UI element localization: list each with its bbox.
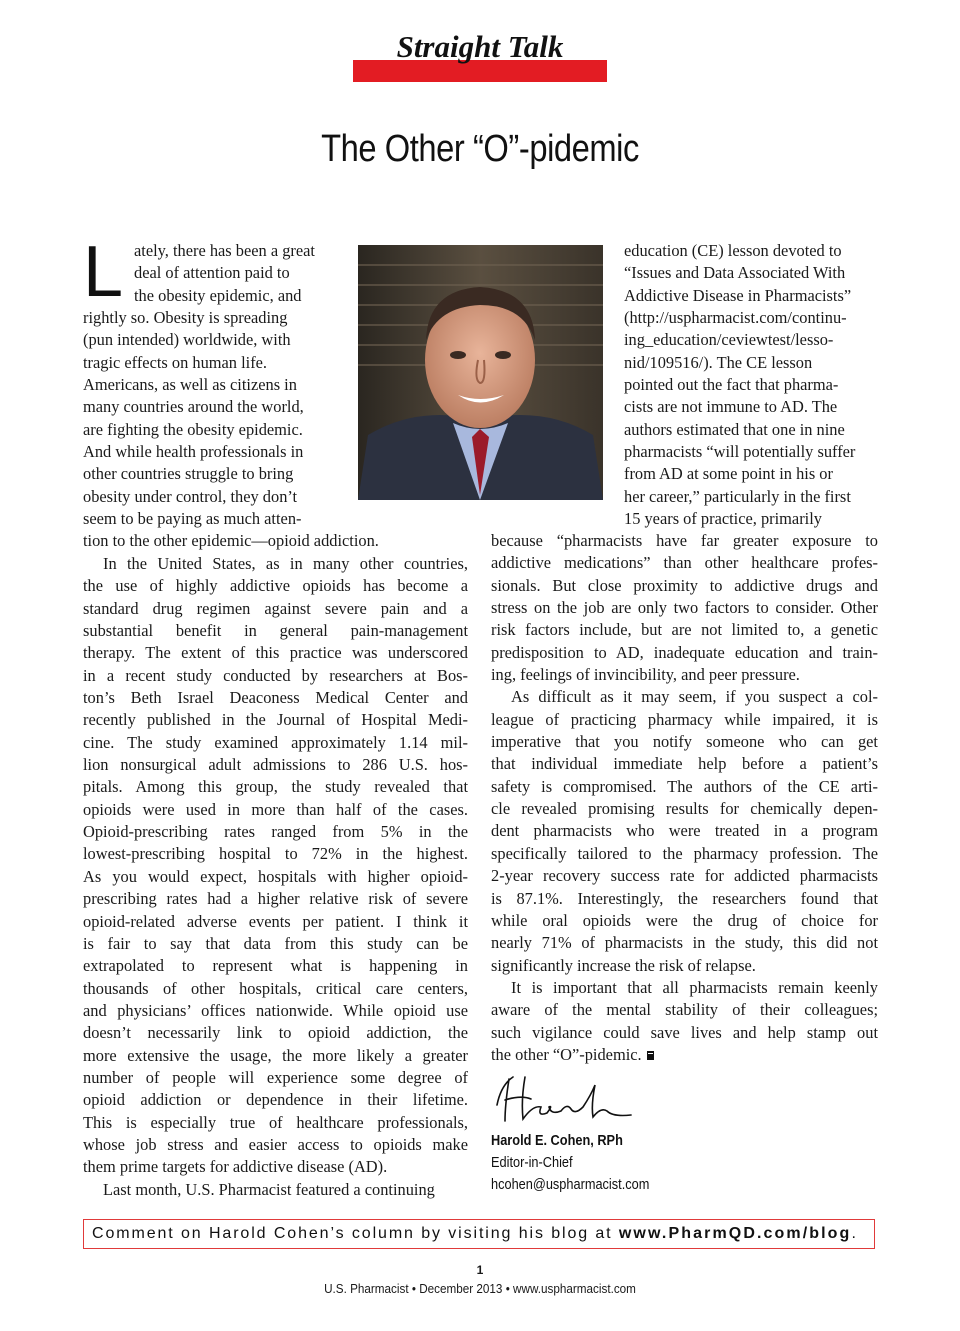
text-line: nearly 71% of pharmacists in the study, this did not [491,933,878,953]
text-line: other countries struggle to bring [83,464,294,484]
text-line: more extensive the usage, the more likely a greater [83,1045,468,1065]
text-line: obesity under control, they don’t [83,486,298,506]
text-line: pharmacists “will potentially suffer [624,442,856,462]
text-line: seem to be paying as much atten- [83,509,302,529]
text-line: tragic effects on human life. [83,352,268,372]
text-line: thousands of other hospitals, critical care centers, [83,978,468,998]
text-line: cle revealed promising results for chemically depen- [491,799,878,819]
text-line: because “pharmacists have far greater exposure to [491,531,878,550]
text-line: substantial benefit in general pain-management [83,621,468,641]
text-line: cine. The study examined approximately 1.14 mil- [83,732,468,752]
text-line: opioid-related adverse events per patient. I think it [83,911,468,931]
text-line: pointed out the fact that pharma- [624,375,839,395]
handwritten-signature [491,1065,636,1130]
comment-text [84,1225,858,1243]
text-line: predisposition to AD, inadequate education and train- [491,642,878,662]
text-line: her career,” particularly in the first [624,486,851,506]
author-role: Editor-in-Chief [491,1155,573,1171]
text-line: It is important that all pharmacists remain keenly [511,977,878,997]
text-line: In the United States, as in many other countries, [103,554,468,573]
author-email[interactable]: hcohen@uspharmacist.com [491,1177,650,1193]
text-line: Last month, U.S. Pharmacist featured a continuing [103,1179,435,1199]
text-line: deal of attention paid to [134,263,290,283]
text-line: addictive medications” than other healthcare profes- [491,553,878,573]
text-line: dent pharmacists who were treated in a program [491,821,878,841]
text-line: This is especially true of healthcare professionals, [83,1112,468,1132]
text-line: specifically tailored to the pharmacy profession. The [491,843,878,863]
left-column-body [83,553,468,1201]
text-line: ing, feelings of invincibility, and peer pressure. [491,665,800,685]
text-line: league of practicing pharmacy while impaired, it is [491,709,878,729]
kicker-label: Straight Talk [396,29,564,64]
text-line: Addictive Disease in Pharmacists” [624,285,852,305]
text-line: And while health professionals in [83,442,304,462]
text-line: tion to the other epidemic—opioid addiction. [83,531,379,551]
text-line: number of people will experience some degree of [83,1067,468,1087]
text-line: cists are not immune to AD. The [624,397,838,417]
text-line: many countries around the world, [83,397,304,417]
text-line: is fair to say that data from this study can be [83,933,468,953]
right-column-intro [624,240,880,530]
text-line: therapy. The extent of this practice was underscored [83,643,468,663]
text-line: nid/109516/). The CE lesson [624,352,813,372]
comment-end: . [851,1225,858,1242]
comment-lead: Comment on Harold Cohen’s column by visiting his blog at [92,1225,619,1242]
text-line: opioids were used in more than half of the cases. [83,799,468,819]
text-line: prescribing rates had a higher relative risk of severe [83,889,468,909]
text-line: As difficult as it may seem, if you suspect a col- [511,687,878,707]
text-line: and physicians’ offices nationwide. While opioid use [83,1000,468,1020]
author-photo [358,245,603,500]
text-line: lion nonsurgical adult admissions to 286 U.S. hos- [83,755,468,775]
author-name: Harold E. Cohen, RPh [491,1133,623,1149]
text-line: stress on the job are only two factors to consider. Other [491,598,878,618]
text-line: the obesity epidemic, and [134,285,302,305]
text-line: that individual immediate help before a patient’s [491,754,878,774]
text-line: ately, there has been a great [134,241,315,260]
page-number: 1 [476,1263,484,1277]
text-line: authors estimated that one in nine [624,419,845,439]
text-line: safety is compromised. The authors of the CE arti- [491,776,878,796]
blog-link[interactable]: www.PharmQD.com/blog [618,1225,852,1242]
section-kicker [353,30,607,64]
text-line: (pun intended) worldwide, with [83,330,291,350]
text-line: is 87.1%. Interestingly, the researchers found that [491,888,878,908]
text-line: rightly so. Obesity is spreading [83,308,288,328]
text-line: (http://uspharmacist.com/continu- [624,308,847,328]
text-line: lowest-prescribing hospital to 72% in the highest. [83,844,468,864]
footer-line: U.S. Pharmacist • December 2013 • www.uspharmacist.com [324,1281,636,1296]
text-line: aware of the mental stability of their colleagues; [491,1000,878,1020]
right-column-body [491,530,878,1066]
text-line: standard drug regimen against severe pain and a [83,598,468,618]
text-line: Opioid-prescribing rates ranged from 5% in the [83,822,468,842]
text-line: Americans, as well as citizens in [83,375,297,395]
drop-cap: L [83,232,124,312]
text-line: are fighting the obesity epidemic. [83,419,303,439]
text-line [491,1044,878,1066]
comment-callout [83,1219,875,1249]
text-line: doesn’t necessarily link to opioid addiction, the [83,1023,468,1043]
text-line: sionals. But close proximity to addictive drugs and [491,575,878,595]
text-line: such vigilance could save lives and help stamp out [491,1022,878,1042]
text-line: pitals. Among this group, the study revealed that [83,777,468,797]
text-line: recently published in the Journal of Hospital Medi- [83,710,468,730]
article-title: The Other “O”-pidemic [321,128,639,170]
text-line: 15 years of practice, primarily [624,509,822,529]
text-line: them prime targets for addictive disease (AD). [83,1157,388,1177]
text-line: opioid addiction or dependence in their lifetime. [83,1090,468,1110]
text-line: “Issues and Data Associated With [624,263,846,283]
text-line: 2-year recovery success rate for addicted pharmacists [491,866,878,886]
left-column-intro [83,232,379,553]
closing-line-text: the other “O”-pidemic. [491,1044,642,1064]
text-line: whose job stress and easier access to opioids make [83,1134,468,1154]
text-line: from AD at some point in his or [624,464,833,484]
end-mark-icon [646,1050,655,1061]
text-line: ton’s Beth Israel Deaconess Medical Center and [83,688,468,708]
text-line: while oral opioids were the drug of choice for [491,910,878,930]
text-line: in a recent study conducted by researchers at Bos- [83,665,468,685]
text-line: extrapolated to represent what is happening in [83,956,468,976]
signature-block [491,1065,671,1196]
text-line: significantly increase the risk of relapse. [491,955,756,975]
text-line: risk factors include, but are not limited to, a genetic [491,620,878,640]
text-line: As you would expect, hospitals with higher opioid- [83,866,468,886]
text-line: imperative that you notify someone who can get [491,732,878,752]
text-line: ing_education/ceviewtest/lesso- [624,330,834,350]
text-line: education (CE) lesson devoted to [624,241,842,260]
text-line: the use of highly addictive opioids has become a [83,576,468,596]
